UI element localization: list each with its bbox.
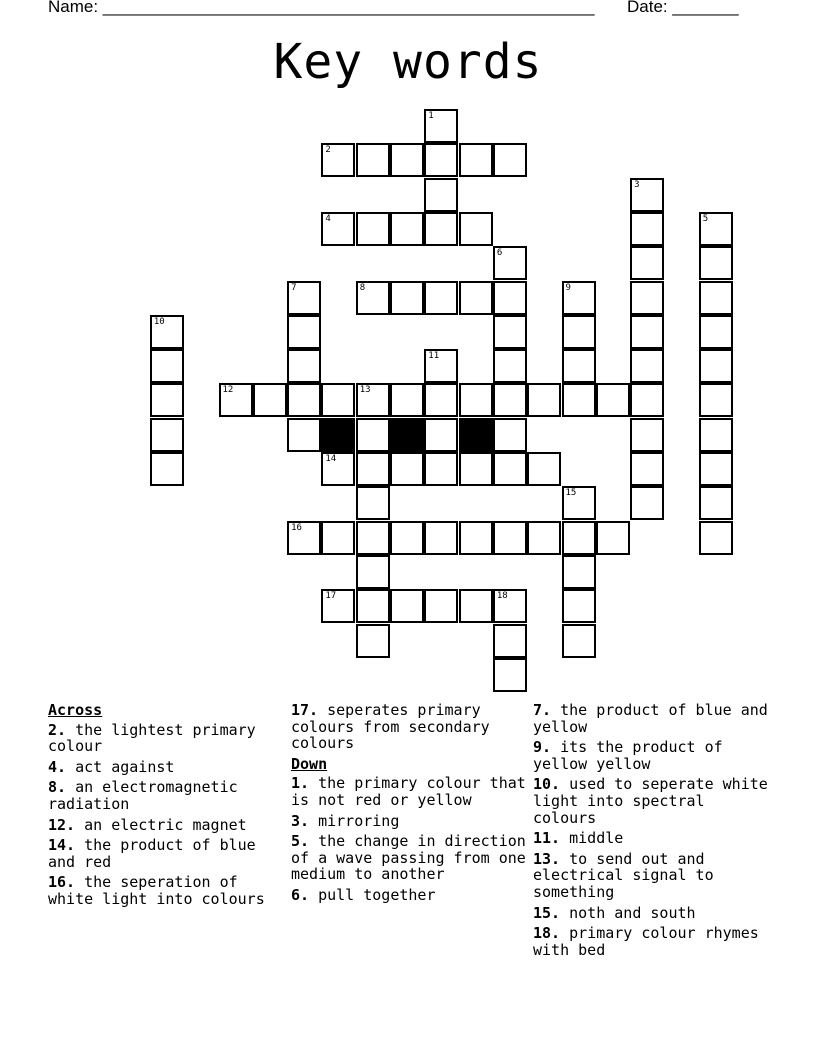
clue-item (291, 775, 526, 808)
clue-number: 9. (533, 738, 552, 757)
grid-cell[interactable] (356, 143, 390, 177)
grid-cell[interactable] (493, 589, 527, 623)
grid-cell[interactable] (321, 212, 355, 246)
date-line: Date: _______ (627, 0, 739, 16)
clue-item (291, 702, 526, 752)
grid-cell[interactable] (630, 246, 664, 280)
grid-cell[interactable] (459, 281, 493, 315)
clue-number: 11. (533, 829, 561, 848)
grid-cell[interactable] (699, 281, 733, 315)
grid-cell-black (390, 418, 424, 452)
name-line: Name: ____________________________________________________ (48, 0, 595, 16)
clue-text: used to seperate white light into spectral colours (533, 775, 768, 827)
grid-cell[interactable] (459, 589, 493, 623)
grid-cell[interactable] (562, 383, 596, 417)
clue-column-1 (48, 702, 283, 912)
grid-cell[interactable] (630, 452, 664, 486)
clue-number-label: 14 (325, 454, 337, 464)
clue-column-3 (533, 702, 768, 962)
grid-cell[interactable] (390, 212, 424, 246)
clue-number: 13. (533, 849, 561, 868)
grid-cell[interactable] (253, 383, 287, 417)
grid-cell[interactable] (562, 521, 596, 555)
clue-number-label: 8 (359, 282, 366, 293)
grid-cell[interactable] (321, 452, 355, 486)
grid-cell[interactable] (562, 315, 596, 349)
clue-text: the seperation of white light into colours (48, 873, 265, 908)
grid-cell[interactable] (630, 315, 664, 349)
grid-cell[interactable] (424, 212, 458, 246)
grid-cell[interactable] (493, 452, 527, 486)
grid-cell[interactable] (390, 281, 424, 315)
grid-cell[interactable] (356, 486, 390, 520)
clue-item (533, 830, 768, 847)
grid-cell-black (321, 418, 355, 452)
grid-cell[interactable] (630, 349, 664, 383)
clue-item (291, 887, 526, 904)
grid-cell[interactable] (390, 589, 424, 623)
grid-cell[interactable] (287, 349, 321, 383)
grid-cell[interactable] (562, 349, 596, 383)
clue-text: the change in direction of a wave passing from one medium to another (291, 832, 526, 884)
clue-number: 17. (291, 701, 319, 719)
grid-cell[interactable] (321, 521, 355, 555)
grid-cell[interactable] (356, 624, 390, 658)
clue-number: 10. (533, 775, 561, 794)
grid-cell[interactable] (527, 383, 561, 417)
grid-cell[interactable] (424, 109, 458, 143)
clue-item (533, 925, 768, 958)
grid-cell[interactable] (596, 521, 630, 555)
grid-cell[interactable] (424, 452, 458, 486)
down-heading: Down (291, 754, 328, 773)
grid-cell[interactable] (493, 383, 527, 417)
grid-cell[interactable] (424, 589, 458, 623)
clue-number: 5. (291, 832, 310, 851)
grid-cell[interactable] (390, 521, 424, 555)
grid-cell[interactable] (424, 281, 458, 315)
grid-cell[interactable] (356, 555, 390, 589)
grid-cell[interactable] (459, 521, 493, 555)
grid-cell[interactable] (699, 383, 733, 417)
grid-cell[interactable] (630, 418, 664, 452)
grid-cell[interactable] (424, 178, 458, 212)
grid-cell[interactable] (321, 143, 355, 177)
clue-number-label: 7 (291, 282, 297, 293)
clue-number: 4. (48, 757, 67, 776)
clue-number-label: 18 (496, 591, 508, 602)
clue-column-2 (291, 702, 526, 908)
clue-number: 14. (48, 836, 76, 855)
grid-cell[interactable] (699, 418, 733, 452)
grid-cell[interactable] (424, 418, 458, 452)
grid-cell[interactable] (424, 349, 458, 383)
grid-cell[interactable] (424, 521, 458, 555)
grid-cell[interactable] (219, 383, 253, 417)
grid-cell[interactable] (287, 315, 321, 349)
clue-number: 16. (48, 873, 76, 892)
page-title: Key words (273, 34, 543, 90)
grid-cell[interactable] (493, 521, 527, 555)
clue-item (48, 817, 283, 834)
clue-text: the product of blue and yellow (533, 701, 768, 736)
clue-text: the lightest primary colour (48, 720, 256, 756)
grid-cell[interactable] (356, 383, 390, 417)
clue-text: pull together (318, 885, 436, 904)
clue-text: an electric magnet (84, 815, 247, 834)
clue-item (533, 851, 768, 901)
grid-cell[interactable] (699, 486, 733, 520)
grid-cell[interactable] (562, 589, 596, 623)
grid-cell[interactable] (459, 452, 493, 486)
grid-cell[interactable] (630, 486, 664, 520)
clue-text: primary colour rhymes with bed (533, 924, 759, 959)
clue-text: the product of blue and red (48, 836, 256, 871)
grid-cell[interactable] (424, 383, 458, 417)
grid-cell[interactable] (150, 418, 184, 452)
clue-number-label: 6 (496, 248, 503, 259)
grid-cell[interactable] (150, 383, 184, 417)
clue-item (48, 759, 283, 776)
clue-number: 1. (291, 774, 310, 793)
grid-cell[interactable] (356, 281, 390, 315)
clue-text: middle (569, 829, 624, 848)
grid-cell[interactable] (356, 452, 390, 486)
grid-cell[interactable] (493, 281, 527, 315)
grid-cell[interactable] (390, 452, 424, 486)
grid-cell[interactable] (493, 624, 527, 658)
clue-number-label: 11 (428, 351, 440, 362)
grid-cell[interactable] (699, 246, 733, 280)
clue-text: seperates primary colours from secondary colours (291, 701, 490, 753)
clue-item (533, 702, 768, 735)
grid-cell[interactable] (596, 383, 630, 417)
grid-cell[interactable] (459, 212, 493, 246)
grid-cell[interactable] (424, 143, 458, 177)
grid-cell[interactable] (630, 383, 664, 417)
grid-cell[interactable] (493, 315, 527, 349)
clue-item (533, 776, 768, 826)
grid-cell[interactable] (699, 315, 733, 349)
grid-cell[interactable] (630, 212, 664, 246)
across-heading: Across (48, 701, 103, 719)
grid-cell[interactable] (699, 452, 733, 486)
clue-number-label: 13 (359, 385, 371, 396)
grid-cell[interactable] (493, 143, 527, 177)
clue-number: 3. (291, 811, 310, 830)
grid-cell[interactable] (459, 143, 493, 177)
grid-cell[interactable] (630, 178, 664, 212)
clue-number-label: 17 (325, 591, 337, 602)
clue-item (48, 722, 283, 755)
clue-number-label: 4 (325, 213, 331, 224)
grid-cell[interactable] (562, 486, 596, 520)
grid-cell[interactable] (562, 281, 596, 315)
grid-cell[interactable] (562, 555, 596, 589)
grid-cell[interactable] (390, 383, 424, 417)
grid-cell-black (459, 418, 493, 452)
grid-cell[interactable] (699, 349, 733, 383)
grid-cell[interactable] (287, 383, 321, 417)
grid-cell[interactable] (493, 246, 527, 280)
clue-item (291, 813, 526, 830)
grid-cell[interactable] (356, 521, 390, 555)
clue-text: act against (75, 757, 175, 776)
grid-cell[interactable] (321, 589, 355, 623)
grid-cell[interactable] (356, 589, 390, 623)
clue-item (48, 837, 283, 870)
clue-number-label: 16 (291, 522, 302, 533)
grid-cell[interactable] (287, 521, 321, 555)
grid-cell[interactable] (287, 281, 321, 315)
grid-cell[interactable] (150, 349, 184, 383)
clue-text: its the product of yellow yellow (533, 738, 723, 773)
clue-text: to send out and electrical signal to something (533, 849, 714, 901)
clue-number: 6. (291, 885, 310, 904)
grid-cell[interactable] (459, 383, 493, 417)
clue-text: noth and south (569, 903, 696, 922)
grid-cell[interactable] (150, 315, 184, 349)
clue-item (48, 779, 283, 812)
grid-cell[interactable] (493, 658, 527, 692)
grid-cell[interactable] (527, 452, 561, 486)
grid-cell[interactable] (150, 452, 184, 486)
clue-number: 2. (48, 720, 67, 739)
grid-cell[interactable] (527, 521, 561, 555)
grid-cell[interactable] (356, 212, 390, 246)
clue-number-label: 1 (428, 111, 434, 121)
clue-number: 7. (533, 701, 552, 719)
clue-text: the primary colour that is not red or yellow (291, 774, 526, 809)
clue-number-label: 10 (153, 316, 165, 327)
clue-item (533, 739, 768, 772)
clue-item (533, 905, 768, 922)
grid-cell[interactable] (493, 349, 527, 383)
clue-number: 12. (48, 815, 76, 834)
clue-number: 18. (533, 924, 561, 943)
grid-cell[interactable] (699, 521, 733, 555)
grid-cell[interactable] (493, 418, 527, 452)
grid-cell[interactable] (699, 212, 733, 246)
grid-cell[interactable] (562, 624, 596, 658)
clue-number: 8. (48, 778, 67, 797)
clue-number-label: 5 (702, 213, 709, 224)
grid-cell[interactable] (321, 383, 355, 417)
grid-cell[interactable] (630, 281, 664, 315)
clue-number-label: 15 (565, 488, 577, 499)
clue-number: 15. (533, 903, 561, 922)
grid-cell[interactable] (287, 418, 321, 452)
grid-cell[interactable] (356, 418, 390, 452)
clue-number-label: 3 (634, 179, 640, 190)
clue-number-label: 9 (565, 282, 571, 293)
clue-text: an electromagnetic radiation (48, 778, 238, 813)
clue-item (48, 874, 283, 907)
clue-item (291, 833, 526, 883)
clue-text: mirroring (318, 811, 400, 830)
grid-cell[interactable] (390, 143, 424, 177)
clue-number-label: 12 (222, 385, 234, 396)
clue-number-label: 2 (325, 145, 331, 156)
